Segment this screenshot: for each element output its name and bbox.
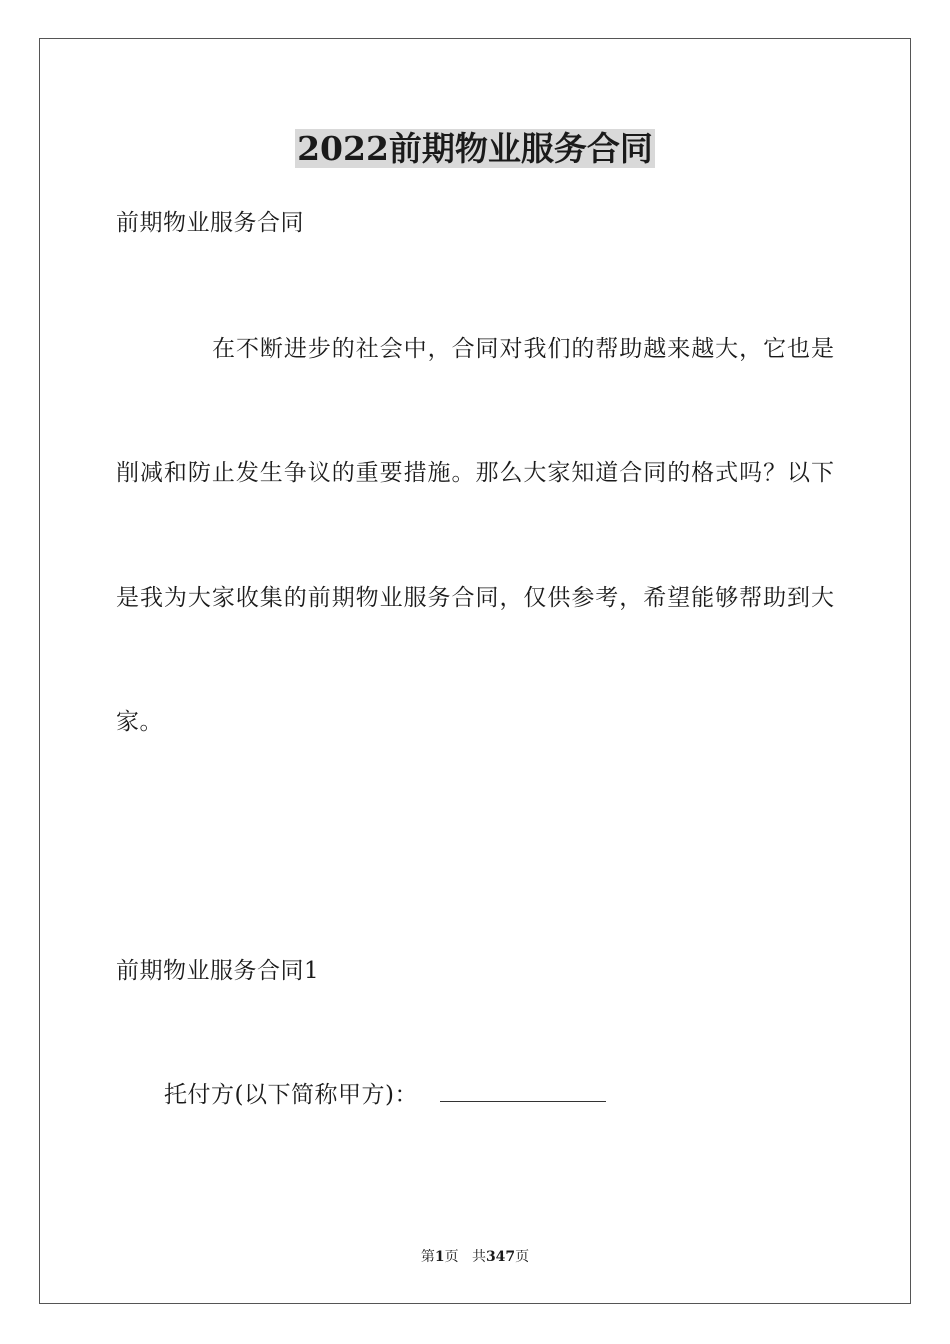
section-heading: 前期物业服务合同1	[116, 958, 320, 984]
intro-paragraph-line-4: 家。	[116, 709, 163, 735]
footer-page-number: 1	[434, 1249, 445, 1265]
client-party-blank[interactable]	[440, 1081, 606, 1102]
footer-total-suffix: 页	[515, 1249, 530, 1265]
document-title-text: 2022前期物业服务合同	[297, 129, 653, 168]
footer-total-prefix: 共	[471, 1249, 486, 1265]
document-subtitle: 前期物业服务合同	[116, 210, 304, 236]
footer-page-suffix: 页	[444, 1249, 459, 1265]
footer-total-pages: 347	[485, 1249, 516, 1265]
client-party-label: 托付方(以下简称甲方)：	[164, 1082, 418, 1108]
client-party-field	[164, 1080, 606, 1110]
document-title	[0, 124, 950, 174]
intro-paragraph-line-3: 是我为大家收集的前期物业服务合同，仅供参考，希望能够帮助到大	[116, 585, 834, 611]
page-footer	[0, 1247, 950, 1267]
intro-paragraph-line-2: 削减和防止发生争议的重要措施。那么大家知道合同的格式吗？以下	[116, 460, 834, 486]
footer-page-prefix: 第	[420, 1249, 435, 1265]
intro-paragraph-line-1: 在不断进步的社会中，合同对我们的帮助越来越大，它也是	[212, 336, 834, 362]
